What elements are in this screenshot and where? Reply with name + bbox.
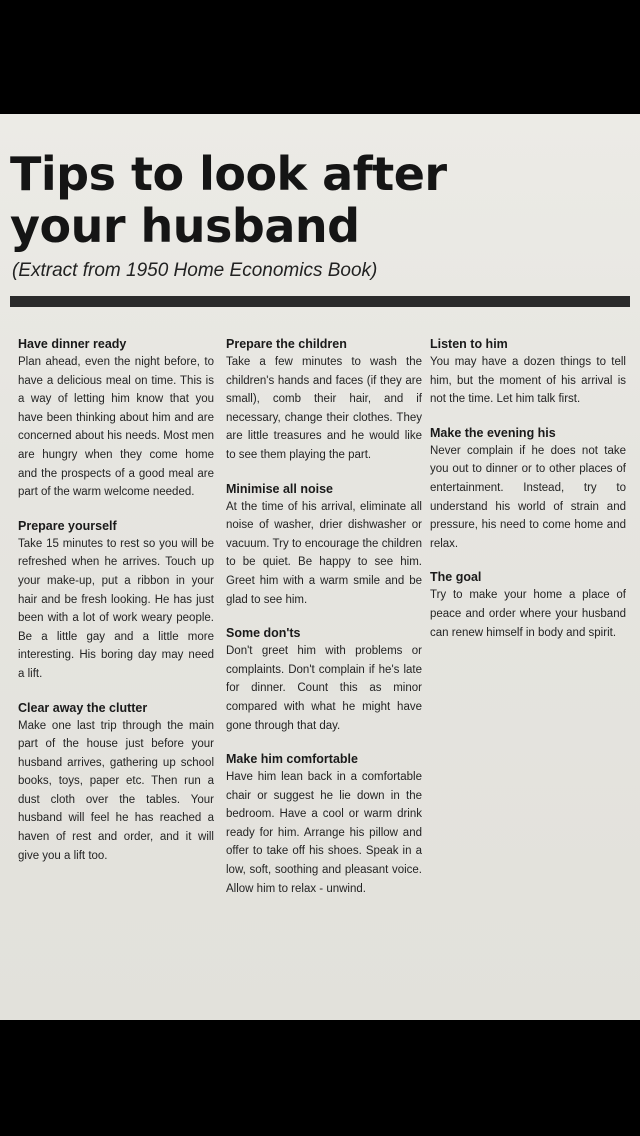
section-body: Take 15 minutes to rest so you will be refreshed when he arrives. Touch up your make-up, put a ribbon in your hair and be fresh looking. He has just been with a lot of work weary people. Be a little gay and a little more interesting. His boring day may need a lift. <box>18 537 214 680</box>
top-black-bar <box>0 0 640 114</box>
section-body: Have him lean back in a comfortable chair or suggest he lie down in the bedroom. Have a cool or warm drink ready for him. Arrange his pillow and offer to take off his shoes. Speak in a low, soft, soothing and pleasant voice. Allow him to relax - unwind. <box>226 771 422 895</box>
section-clear-away-the-clutter <box>18 700 214 866</box>
article-subtitle: (Extract from 1950 Home Economics Book) <box>12 260 378 281</box>
section-body: Take a few minutes to wash the children's hands and faces (if they are small), comb their hair, and if necessary, change their clothes. They are little treasures and he would like to see them playing the part. <box>226 356 422 461</box>
section-heading: The goal <box>430 570 482 585</box>
bottom-black-bar <box>0 1020 640 1136</box>
section-heading: Make the evening his <box>430 425 556 440</box>
section-body: Don't greet him with problems or complaints. Don't complain if he's late for dinner. Count this as minor compared with what he might have gone through that day. <box>226 645 422 732</box>
section-listen-to-him <box>430 336 626 409</box>
section-heading: Some don'ts <box>226 626 301 641</box>
section-minimise-all-noise <box>226 481 422 610</box>
section-heading: Minimise all noise <box>226 481 333 496</box>
column-3 <box>430 336 626 658</box>
section-make-him-comfortable <box>226 751 422 898</box>
section-heading: Listen to him <box>430 337 508 351</box>
section-body: At the time of his arrival, eliminate all noise of washer, drier dishwasher or vacuum. Try to encourage the children to be quiet. Be happy to see him. Greet him with a warm smile and be glad to see him. <box>226 500 422 606</box>
section-body: Try to make your home a place of peace and order where your husband can renew himself in body and spirit. <box>430 589 626 639</box>
title-line-2: your husband <box>10 199 360 253</box>
section-body: Make one last trip through the main part of the house just before your husband arrives, gathering up school books, toys, paper etc. Then run a dust cloth over the tables. Your husband will feel he has reached a haven of rest and order, and it will give you a lift too. <box>18 719 214 862</box>
section-prepare-the-children <box>226 336 422 465</box>
title-line-1: Tips to look after <box>10 147 447 201</box>
section-some-donts <box>226 625 422 735</box>
column-1 <box>18 336 214 881</box>
section-heading: Clear away the clutter <box>18 700 148 715</box>
article-title <box>10 148 630 252</box>
section-heading: Make him comfortable <box>226 752 358 767</box>
section-heading: Prepare yourself <box>18 518 117 533</box>
section-body: Never complain if he does not take you out to dinner or to other places of entertainment. Instead, try to understand his world of strain and pressure, his need to come home and relax. <box>430 444 626 550</box>
article-page <box>0 114 640 1020</box>
section-body: You may have a dozen things to tell him, but the moment of his arrival is not the time. Let him talk first. <box>430 356 626 406</box>
section-body: Plan ahead, even the night before, to have a delicious meal on time. This is a way of letting him know that you have been thinking about him and are concerned about his needs. Most men are hungry when they come home and the prospects of a good meal are part of the warm welcome needed. <box>18 356 214 499</box>
section-make-the-evening-his <box>430 425 626 554</box>
section-the-goal <box>430 569 626 642</box>
section-heading: Prepare the children <box>226 337 347 351</box>
section-have-dinner-ready <box>18 336 214 502</box>
column-2 <box>226 336 422 914</box>
divider-rule <box>10 296 630 307</box>
section-prepare-yourself <box>18 518 214 684</box>
section-heading: Have dinner ready <box>18 337 127 351</box>
